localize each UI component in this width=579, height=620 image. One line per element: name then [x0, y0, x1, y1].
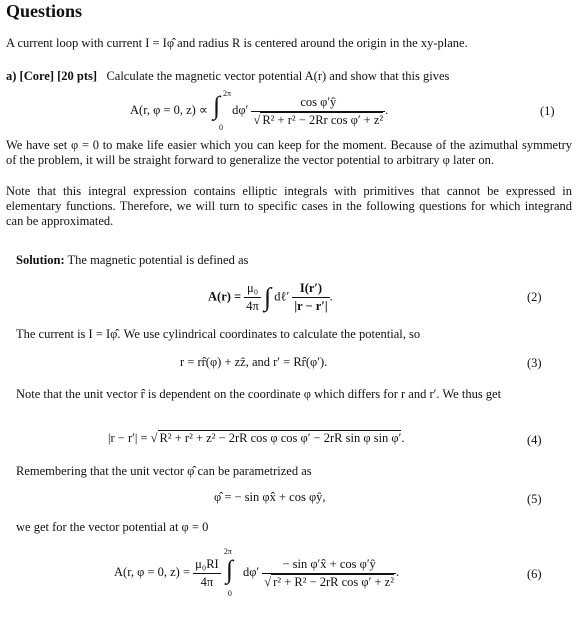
- section-title: Questions: [6, 1, 83, 21]
- eq6-dphi: dφ′: [242, 564, 260, 579]
- paragraph-current: The current is I = Iφ̂. We use cylindrical coordinates to calculate the potential, so: [16, 327, 421, 341]
- equation-4: |r − r′| = √ R² + r² + z² − 2rR cos φ cos φ′ − 2rR sin φ sin φ′.: [108, 431, 405, 445]
- eq4-number: (4): [527, 433, 542, 447]
- part-a-label: a) [Core] [20 pts]: [6, 69, 98, 83]
- solution-text: The magnetic potential is defined as: [67, 253, 249, 267]
- eq1-number: (1): [540, 104, 555, 118]
- eq2-dl: dℓ′: [274, 289, 290, 304]
- integral-sign: ∫: [213, 91, 221, 120]
- eq6-radicand: r² + R² − 2rR cos φ′ + z²: [273, 574, 394, 589]
- paragraph-vector-potential: we get for the vector potential at φ = 0: [16, 520, 209, 534]
- intro-paragraph: A current loop with current I = Iφ̂ and radius R is centered around the origin in the xy-plane.: [6, 36, 468, 50]
- eq5-number: (5): [527, 492, 542, 506]
- paragraph-set-phi: We have set φ = 0 to make life easier which you can keep for the moment. Because of the azimuthal symmetry of the problem, it will be straight forward to generalize the vector potential to arbitrary φ later on.: [6, 138, 572, 168]
- eq1-lhs: A(r, φ = 0, z) ∝: [130, 102, 208, 117]
- eq3-number: (3): [527, 356, 542, 370]
- eq6-numerator: − sin φ′x̂ + cos φ′ŷ: [262, 557, 396, 574]
- part-a-text: Calculate the magnetic vector potential A(r) and show that this gives: [106, 69, 450, 83]
- eq1-denominator: √ R² + r² − 2Rr cos φ′ + z²: [253, 112, 384, 127]
- equation-2: [208, 281, 333, 314]
- eq2-numerator: I(r′): [292, 281, 329, 298]
- integral-sign: ∫: [263, 282, 272, 312]
- eq6-coefficient: [193, 557, 221, 590]
- paragraph-elliptic: Note that this integral expression contains elliptic integrals with primitives that cannot be expressed in elementary functions. Therefore, we will turn to specific cases in the following questions for which integrand can be approximated.: [6, 184, 572, 229]
- solution-label: Solution:: [16, 253, 65, 267]
- eq1-dphi: dφ′: [232, 102, 249, 117]
- eq4-period: .: [401, 431, 405, 445]
- eq1-lower-limit: 0: [219, 123, 224, 132]
- eq4-lhs: |r − r′| =: [108, 431, 148, 445]
- eq6-lower-limit: 0: [227, 589, 232, 598]
- eq6-number: (6): [527, 567, 542, 581]
- eq2-number: (2): [527, 290, 542, 304]
- eq1-numerator: cos φ′ŷ: [251, 95, 385, 112]
- eq1-integral: [211, 89, 232, 132]
- eq6-fraction: [262, 557, 396, 590]
- equation-1: [130, 89, 389, 132]
- eq2-coef-denominator: 4π: [246, 299, 259, 313]
- eq6-denominator: √ r² + R² − 2rR cos φ′ + z²: [264, 574, 394, 589]
- eq2-coef-numerator: μ₀: [244, 281, 261, 298]
- eq6-upper-limit: 2π: [223, 547, 232, 556]
- eq6-integral: [223, 547, 240, 598]
- paragraph-unit-vector: Note that the unit vector r̂ is dependent on the coordinate φ which differs for r and r′. We thus get: [16, 387, 502, 401]
- eq2-fraction: [292, 281, 329, 314]
- eq6-period: .: [395, 564, 400, 579]
- eq2-lhs: A(r) =: [208, 289, 242, 304]
- paragraph-parametrized: Remembering that the unit vector φ̂ can be parametrized as: [16, 464, 312, 478]
- eq2-period: .: [329, 289, 333, 304]
- equation-6: [114, 547, 400, 598]
- eq1-fraction: [251, 95, 385, 128]
- integral-sign: ∫: [225, 555, 233, 584]
- solution-line: [16, 253, 248, 268]
- eq1-upper-limit: 2π: [223, 89, 232, 98]
- eq4-radicand: R² + r² + z² − 2rR cos φ cos φ′ − 2rR sin φ sin φ′: [159, 431, 402, 445]
- equation-3: r = rr̂(φ) + zẑ, and r′ = Rr̂(φ′).: [180, 355, 328, 369]
- eq6-coef-denominator: 4π: [200, 574, 214, 589]
- eq2-denominator: |r − r′|: [294, 299, 328, 313]
- eq6-lhs: A(r, φ = 0, z) =: [114, 564, 191, 579]
- eq1-period: .: [385, 102, 389, 117]
- equation-5: φ̂ = − sin φx̂ + cos φŷ,: [214, 490, 326, 504]
- part-a-line: [6, 69, 449, 84]
- eq6-coef-numerator: μ₀RI: [193, 557, 221, 574]
- eq1-radicand: R² + r² − 2Rr cos φ′ + z²: [262, 112, 384, 127]
- eq2-coefficient: [244, 281, 261, 314]
